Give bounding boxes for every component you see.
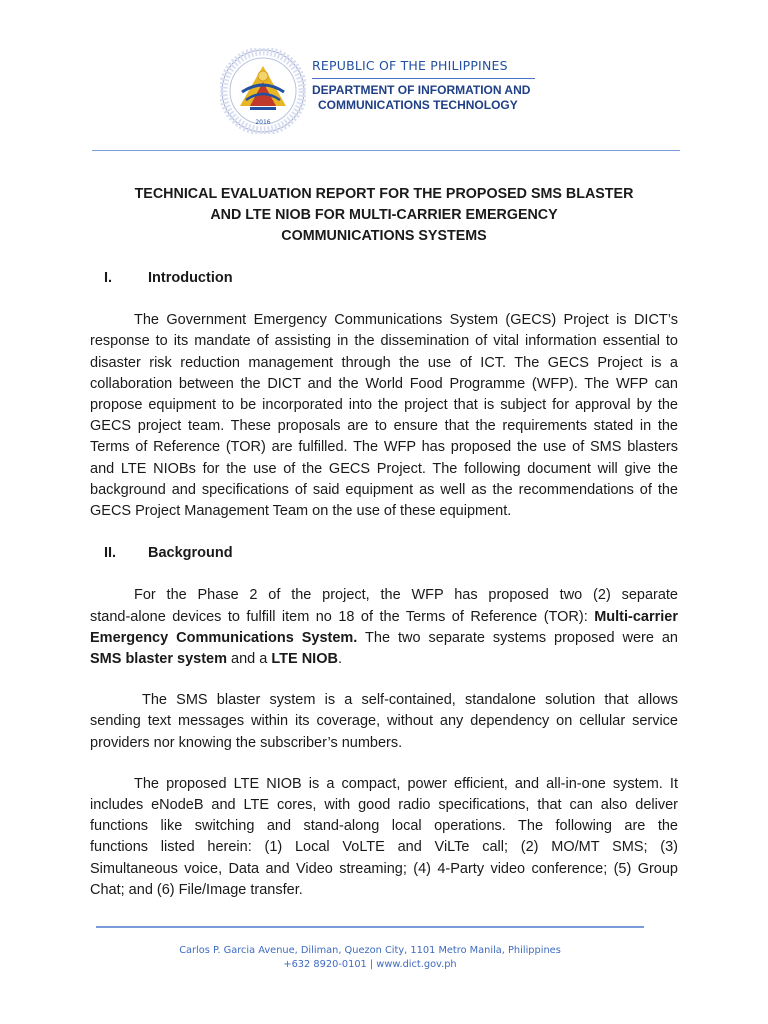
bold-term: Multi-carrier — [594, 608, 678, 625]
section-heading-introduction — [90, 268, 678, 289]
text-line: sending text messages within its coverage, without any dependency on cellular service — [90, 713, 678, 730]
section-heading-background — [90, 543, 678, 564]
text-line: functions like switching and stand-along local operations. The following are the — [90, 818, 678, 835]
agency-block — [312, 58, 542, 113]
text-line: providers nor knowing the subscriber’s numbers. — [90, 734, 403, 751]
text-line: GECS project team. These proposals are to ensure that the requirements stated in the — [90, 418, 678, 435]
department-line-1: DEPARTMENT OF INFORMATION AND — [312, 83, 531, 97]
page-footer — [96, 944, 644, 972]
text-line: Chat; and (6) File/Image transfer. — [90, 881, 303, 898]
report-title — [90, 184, 678, 247]
text-line: propose equipment to be incorporated into the project that is subject for approval by the — [90, 397, 678, 414]
text-line: background and specifications of said equipment as well as the recommendations of the — [90, 481, 678, 498]
text-line: and LTE NIOBs for the use of the GECS Project. The following document will give the — [90, 460, 678, 477]
section-title: Introduction — [148, 270, 233, 286]
text-line: disaster risk reduction management through the use of ICT. The GECS Project is a — [90, 354, 678, 371]
department-name — [312, 83, 542, 113]
background-paragraph-3 — [90, 774, 678, 901]
background-paragraph-1 — [90, 585, 678, 670]
text-line — [90, 607, 678, 628]
text-line: functions listed herein: (1) Local VoLTE and ViLTe call; (2) MO/MT SMS; (3) — [90, 839, 678, 856]
header-divider — [92, 150, 680, 151]
text-line: GECS Project Management Team on the use of these equipment. — [90, 503, 512, 520]
background-paragraph-2 — [90, 690, 678, 754]
letterhead — [0, 0, 768, 152]
text-span: stand-alone devices to fulfill item no 18 of the Terms of Reference (TOR): — [90, 608, 595, 625]
title-line-2: AND LTE NIOB FOR MULTI-CARRIER EMERGENCY — [210, 207, 558, 223]
text-line: response to its mandate of assisting in the dissemination of vital information essential to — [90, 333, 678, 350]
title-line-3: COMMUNICATIONS SYSTEMS — [281, 228, 487, 244]
text-span: and a — [227, 651, 272, 668]
seal-year: 2016 — [255, 119, 271, 126]
title-line-1: TECHNICAL EVALUATION REPORT FOR THE PROPOSED SMS BLASTER — [134, 186, 634, 202]
section-title: Background — [148, 545, 233, 562]
bold-term: SMS blaster system — [90, 651, 228, 668]
text-line: Terms of Reference (TOR) are fulfilled. The WFP has proposed the use of SMS blasters — [90, 439, 678, 456]
text-line: collaboration between the DICT and the World Food Programme (WFP). The WFP can — [90, 375, 678, 392]
document-body — [90, 184, 678, 901]
footer-address: Carlos P. Garcia Avenue, Diliman, Quezon City, 1101 Metro Manila, Philippines — [179, 945, 561, 956]
text-span: . — [337, 651, 342, 668]
text-line: The SMS blaster system is a self-contained, standalone solution that allows — [142, 692, 678, 709]
section-number: I. — [104, 270, 113, 286]
text-line: The proposed LTE NIOB is a compact, power efficient, and all-in-one system. It — [134, 775, 678, 792]
text-line: includes eNodeB and LTE cores, with good radio specifications, that can also deliver — [90, 797, 678, 814]
text-line — [90, 649, 678, 670]
bold-term: Emergency Communications System. — [90, 629, 358, 646]
text-line: Simultaneous voice, Data and Video streaming; (4) 4-Party video conference; (5) Group — [90, 860, 678, 877]
footer-divider — [96, 926, 644, 928]
section-number: II. — [104, 545, 117, 562]
footer-contact: +632 8920-0101 | www.dict.gov.ph — [283, 959, 457, 970]
text-line — [90, 628, 678, 649]
text-span: The two separate systems proposed were an — [357, 629, 678, 646]
republic-label: REPUBLIC OF THE PHILIPPINES — [312, 58, 535, 79]
bold-term: LTE NIOB — [271, 651, 338, 668]
dict-seal-logo — [220, 48, 306, 134]
text-line: The Government Emergency Communications System (GECS) Project is DICT’s — [134, 312, 678, 329]
introduction-paragraph — [90, 310, 678, 522]
department-line-2: COMMUNICATIONS TECHNOLOGY — [318, 98, 518, 112]
text-line: For the Phase 2 of the project, the WFP has proposed two (2) separate — [134, 587, 678, 604]
